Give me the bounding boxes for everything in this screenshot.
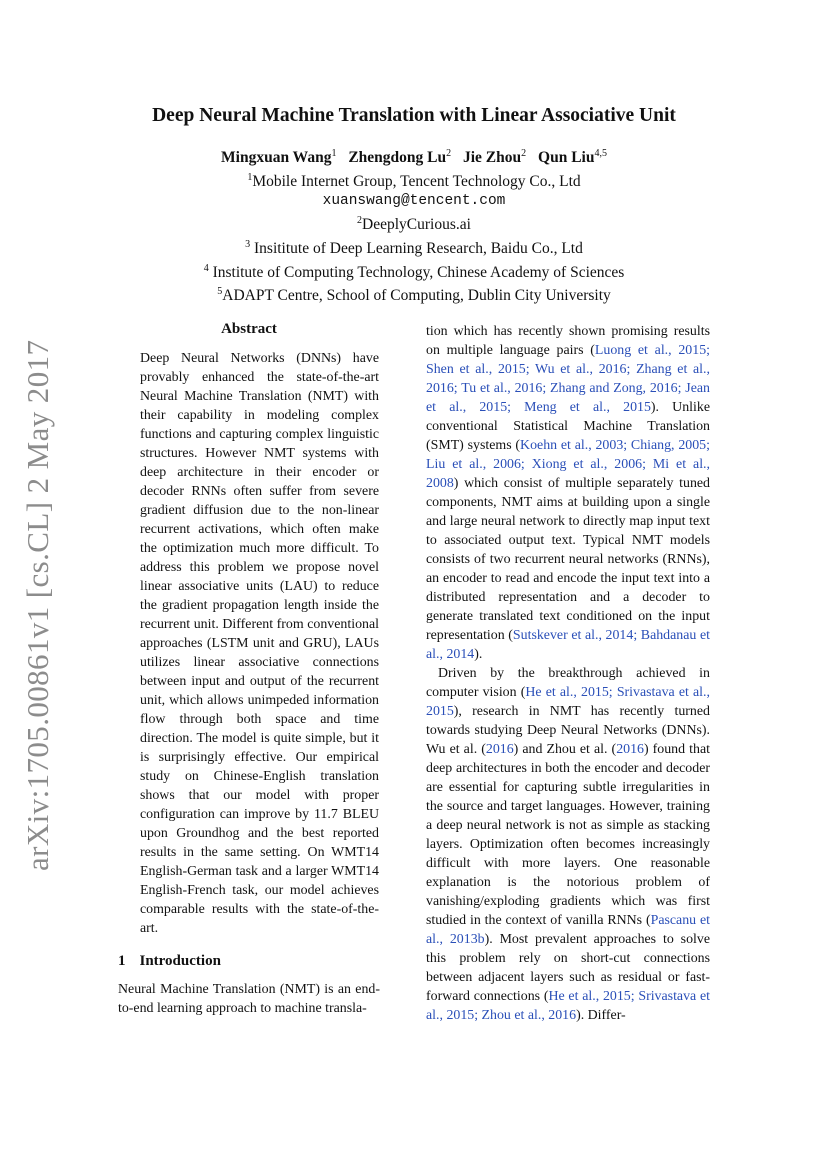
paper-header <box>0 105 828 306</box>
affiliation-5: $^5$ADAPT Centre, School of Computing, Dublin City University <box>217 286 611 305</box>
author-email[interactable]: xuanswang@tencent.com <box>322 192 506 209</box>
author: Mingxuan Wang$^1$ <box>221 148 337 167</box>
left-column <box>118 320 380 1018</box>
right-column <box>426 322 710 1025</box>
section-heading: 1 Introduction <box>118 953 221 969</box>
citation-link[interactable]: He et al., 2015; Srivastava et al., 2015; Zhou et al., 2016 <box>426 989 710 1023</box>
citation-link[interactable]: Luong et al., 2015; Shen et al., 2015; Wu et al., 2016; Zhang et al., 2016; Tu et al., 2016; Zhang and Zong, 2016; Jean et al., 2015; Meng et al., 2015 <box>426 343 710 415</box>
citation-link[interactable]: Pascanu et al., 2013b <box>426 913 711 947</box>
affiliation-4: $^4$ Institute of Computing Technology, Chinese Academy of Sciences <box>203 262 625 281</box>
intro-paragraph-2: Driven by the breakthrough achieved in computer vision (He et al., 2015; Srivastava et al., 2015), research in NMT has recently turned towards studying Deep Neural Networks (DNNs). Wu et al. (2016) and Zhou et al. (2016) found that deep architectures in both the encoder and decoder are essential for capturing subtle irregularities in the source and target languages. However, training a deep neural network is not as simple as stacking layers. Optimization often becomes increasingly difficult with more layers. One reasonable explanation is the notorious problem of vanishing/exploding gradients which was first studied in the context of vanilla RNNs (Pascanu et al., 2013b). Most prevalent approaches to solve this problem rely on short-cut connections between adjacent layers such as residual or fast-forward connections (He et al., 2015; Srivastava et al., 2015; Zhou et al., 2016). Differ- <box>426 666 711 1023</box>
affiliation-1: $^1$Mobile Internet Group, Tencent Technology Co., Ltd <box>247 172 581 191</box>
author: Jie Zhou$^2$ <box>463 148 527 167</box>
author: Qun Liu$^{4,5}$ <box>538 148 607 167</box>
arxiv-stamp: arXiv:1705.00861v1 [cs.CL] 2 May 2017 <box>20 339 55 871</box>
intro-paragraph: Neural Machine Translation (NMT) is an end-to-end learning approach to machine transla- <box>118 982 380 1016</box>
abstract-text: Deep Neural Networks (DNNs) have provably enhanced the state-of-the-art Neural Machine Translation (NMT) with their capability in modeling complex functions and capturing complex linguistic structures. However NMT systems with deep architecture in their encoder or decoder RNNs often suffer from severe gradient diffusion due to the non-linear recurrent activations, which often make the optimization much more difficult. To address this problem we propose novel linear associative units (LAU) to reduce the gradient propagation length inside the recurrent unit. Different from conventional approaches (LSTM unit and GRU), LAUs utilizes linear associative connections between input and output of the recurrent unit, which allows unimpeded information flow through both space and time direction. The model is quite simple, but it is surprisingly effective. Our empirical study on Chinese-English translation shows that our model with proper configuration can improve by 11.7 BLEU upon Groundhog and the best reported results in the same setting. On WMT14 English-German task and a larger WMT14 English-French task, our model achieves comparable results with the state-of-the-art. <box>140 351 379 936</box>
affiliation-3: $^3$ Insititute of Deep Learning Research, Baidu Co., Ltd <box>245 238 583 258</box>
citation-link[interactable]: Sutskever et al., 2014; Bahdanau et al., 2014 <box>426 628 710 662</box>
citation-link[interactable]: He et al., 2015; Srivastava et al., 2015 <box>426 685 710 719</box>
author-list <box>0 144 828 168</box>
citation-link[interactable]: Koehn et al., 2003; Chiang, 2005; Liu et al., 2006; Xiong et al., 2006; Mi et al., 2008 <box>426 438 710 491</box>
intro-paragraph-continued: tion which has recently shown promising results on multiple language pairs (Luong et al., 2015; Shen et al., 2015; Wu et al., 2016; Zhang et al., 2016; Tu et al., 2016; Zhang and Zong, 2016; Jean et al., 2015; Meng et al., 2015). Unlike conventional Statistical Machine Translation (SMT) systems (Koehn et al., 2003; Chiang, 2005; Liu et al., 2006; Xiong et al., 2006; Mi et al., 2008) which consist of multiple separately tuned components, NMT aims at building upon a single and large neural network to directly map input text to associated output text. Typical NMT models consists of two recurrent neural networks (RNNs), an encoder to read and encode the input text into a distributed representation and a decoder to generate translated text conditioned on the input representation (Sutskever et al., 2014; Bahdanau et al., 2014). <box>426 324 710 662</box>
citation-link[interactable]: 2016 <box>485 742 514 757</box>
abstract-heading: Abstract <box>221 321 277 337</box>
author: Zhengdong Lu$^2$ <box>348 148 452 167</box>
citation-link[interactable]: 2016 <box>616 742 644 757</box>
affiliation-2: $^2$DeeplyCurious.ai <box>357 215 471 234</box>
paper-title: Deep Neural Machine Translation with Linear Associative Unit <box>152 105 676 126</box>
